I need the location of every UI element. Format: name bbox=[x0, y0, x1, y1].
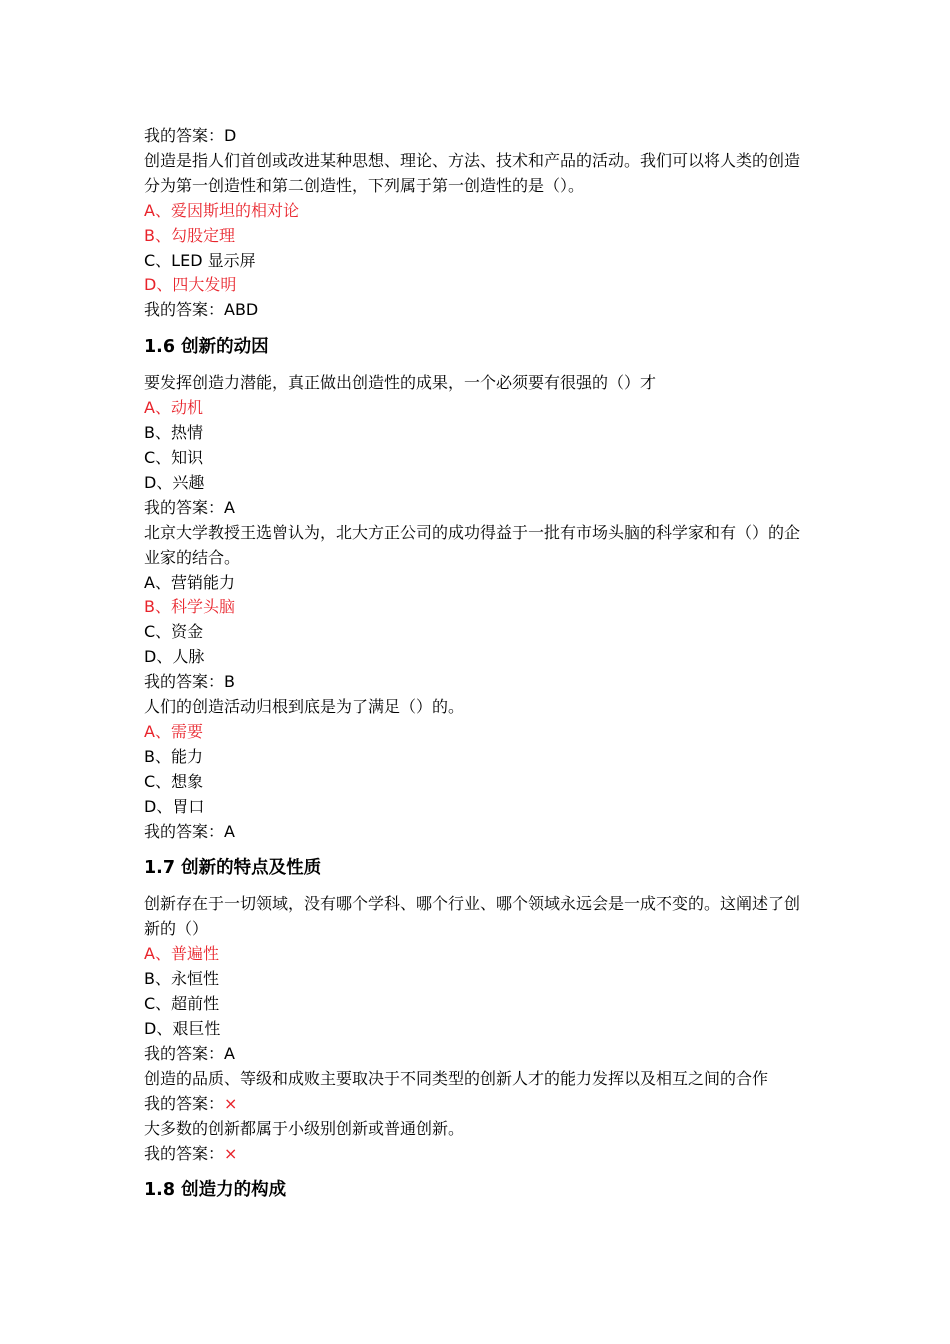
block-text: 我的答案： bbox=[144, 1143, 225, 1163]
block-text: 北京大学教授王选曾认为，北大方正公司的成功得益于一批有市场头脑的科学家和有（）的企业家的结合。 bbox=[144, 522, 801, 567]
block-text: A、动机 bbox=[144, 398, 203, 418]
question-text bbox=[144, 149, 804, 199]
answer-option bbox=[144, 992, 814, 1017]
block-text: 创造是指人们首创或改进某种思想、理论、方法、技术和产品的活动。我们可以将人类的创造分为第一创造性和第二创造性，下列属于第一创造性的是（）。 bbox=[144, 150, 801, 195]
question-text bbox=[144, 521, 804, 571]
answer-option bbox=[144, 571, 814, 596]
block-text: B、永恒性 bbox=[144, 969, 219, 989]
my-answer bbox=[144, 1092, 814, 1117]
question-text bbox=[144, 371, 804, 396]
section-heading bbox=[144, 335, 814, 359]
answer-option bbox=[144, 942, 814, 967]
block-text: 1.8 创造力的构成 bbox=[144, 1180, 287, 1201]
block-text: A、普遍性 bbox=[144, 944, 219, 964]
section-heading bbox=[144, 856, 814, 880]
my-answer bbox=[144, 496, 814, 521]
block-text: 我的答案：A bbox=[144, 497, 235, 517]
block-text: A、需要 bbox=[144, 721, 203, 741]
block-text: 创新存在于一切领域，没有哪个学科、哪个行业、哪个领域永远会是一成不变的。这阐述了创新的（） bbox=[144, 894, 801, 939]
my-answer bbox=[144, 1142, 814, 1167]
answer-option bbox=[144, 967, 814, 992]
my-answer bbox=[144, 820, 814, 845]
answer-option bbox=[144, 720, 814, 745]
block-text: C、知识 bbox=[144, 447, 204, 467]
block-text: B、勾股定理 bbox=[144, 225, 235, 245]
section-heading bbox=[144, 1178, 814, 1202]
answer-option bbox=[144, 396, 814, 421]
block-text: D、艰巨性 bbox=[144, 1019, 221, 1038]
block-text: 我的答案：ABD bbox=[144, 300, 259, 320]
block-text: 1.7 创新的特点及性质 bbox=[144, 858, 322, 879]
answer-option bbox=[144, 249, 814, 274]
block-text: D、兴趣 bbox=[144, 472, 205, 492]
block-text: C、想象 bbox=[144, 771, 204, 791]
block-text: 我的答案： bbox=[144, 1093, 225, 1113]
block-text: B、热情 bbox=[144, 423, 203, 443]
question-text bbox=[144, 892, 804, 942]
block-text: 要发挥创造力潜能，真正做出创造性的成果，一个必须要有很强的（）才 bbox=[144, 373, 657, 393]
my-answer bbox=[144, 1042, 814, 1067]
block-text: 大多数的创新都属于小级别创新或普通创新。 bbox=[144, 1118, 465, 1138]
answer-option bbox=[144, 446, 814, 471]
question-text bbox=[144, 1067, 804, 1092]
block-text: B、能力 bbox=[144, 746, 203, 766]
answer-option bbox=[144, 224, 814, 249]
block-text: C、LED 显示屏 bbox=[144, 250, 256, 270]
answer-option bbox=[144, 620, 814, 645]
document-page bbox=[144, 124, 814, 1214]
block-text: D、胃口 bbox=[144, 796, 205, 816]
block-text: A、爱因斯坦的相对论 bbox=[144, 200, 299, 220]
block-text: D、四大发明 bbox=[144, 275, 237, 295]
block-text: B、科学头脑 bbox=[144, 597, 235, 617]
my-answer bbox=[144, 670, 814, 695]
answer-option bbox=[144, 595, 814, 620]
answer-option bbox=[144, 471, 814, 496]
answer-option bbox=[144, 795, 814, 820]
my-answer bbox=[144, 298, 814, 323]
answer-option bbox=[144, 1017, 814, 1042]
block-text: 1.6 创新的动因 bbox=[144, 337, 269, 358]
block-text: 我的答案：B bbox=[144, 672, 235, 692]
block-text: 我的答案：A bbox=[144, 821, 235, 841]
question-text bbox=[144, 1117, 804, 1142]
block-text: 创造的品质、等级和成败主要取决于不同类型的创新人才的能力发挥以及相互之间的合作 bbox=[144, 1068, 769, 1088]
my-answer bbox=[144, 124, 814, 149]
answer-option bbox=[144, 421, 814, 446]
block-text: A、营销能力 bbox=[144, 572, 235, 592]
answer-option bbox=[144, 770, 814, 795]
wrong-mark-icon: × bbox=[224, 1143, 238, 1163]
block-text: 人们的创造活动归根到底是为了满足（）的。 bbox=[144, 697, 465, 717]
answer-option bbox=[144, 199, 814, 224]
answer-option bbox=[144, 645, 814, 670]
block-text: 我的答案：A bbox=[144, 1043, 235, 1063]
block-text: C、超前性 bbox=[144, 994, 220, 1014]
block-text: C、资金 bbox=[144, 622, 204, 642]
wrong-mark-icon: × bbox=[224, 1093, 238, 1113]
block-text: D、人脉 bbox=[144, 647, 205, 667]
answer-option bbox=[144, 273, 814, 298]
block-text: 我的答案：D bbox=[144, 126, 237, 145]
question-text bbox=[144, 695, 804, 720]
answer-option bbox=[144, 745, 814, 770]
